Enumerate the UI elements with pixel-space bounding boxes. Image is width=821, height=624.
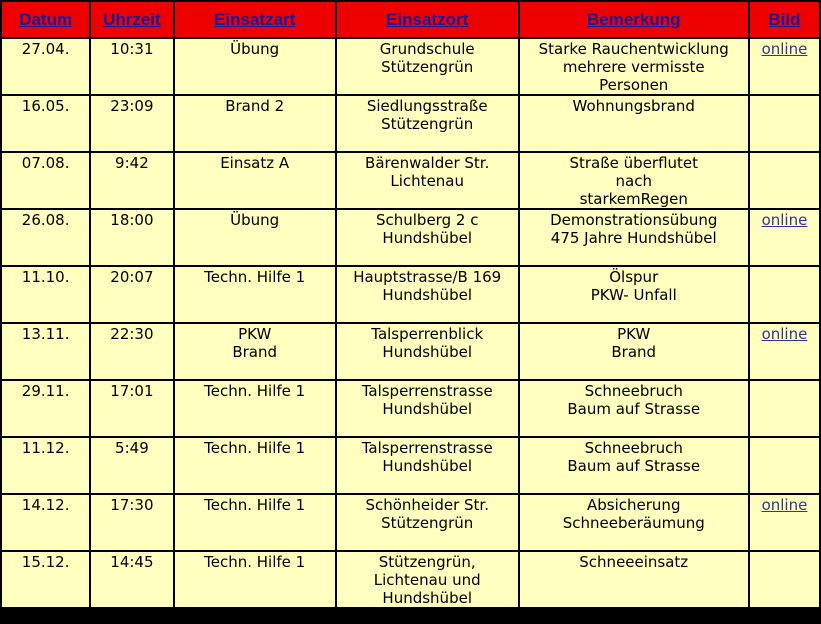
cell-datum: 13.11. [2, 324, 89, 379]
cell-datum: 26.08. [2, 210, 89, 265]
header-einsatzart [175, 2, 335, 37]
cell-datum: 11.12. [2, 438, 89, 493]
sort-datum-link[interactable]: Datum [19, 9, 73, 29]
cell-datum: 14.12. [2, 495, 89, 550]
cell-datum: 27.04. [2, 39, 89, 94]
cell-bild [750, 552, 819, 607]
table-row [2, 153, 819, 208]
cell-bild [750, 381, 819, 436]
cell-einsatzort: Siedlungsstraße Stützengrün [337, 96, 518, 151]
table-row [2, 381, 819, 436]
cell-einsatzart: PKW Brand [175, 324, 335, 379]
sort-bild-link[interactable]: Bild [768, 9, 801, 29]
cell-einsatzart: Techn. Hilfe 1 [175, 438, 335, 493]
sort-bemerkung-link[interactable]: Bemerkung [586, 9, 681, 29]
cell-uhrzeit: 5:49 [91, 438, 172, 493]
sort-einsatzart-link[interactable]: Einsatzart [214, 9, 296, 29]
cell-uhrzeit: 22:30 [91, 324, 172, 379]
cell-datum: 07.08. [2, 153, 89, 208]
table-row [2, 96, 819, 151]
cell-einsatzart: Übung [175, 39, 335, 94]
cell-einsatzort: Bärenwalder Str. Lichtenau [337, 153, 518, 208]
cell-bemerkung: Wohnungsbrand [520, 96, 748, 151]
cell-uhrzeit: 20:07 [91, 267, 172, 322]
cell-einsatzart: Techn. Hilfe 1 [175, 381, 335, 436]
cell-einsatzort: Grundschule Stützengrün [337, 39, 518, 94]
cell-einsatzort: Schulberg 2 c Hundshübel [337, 210, 518, 265]
cell-einsatzort: Talsperrenblick Hundshübel [337, 324, 518, 379]
table-row [2, 39, 819, 94]
cell-bild [750, 267, 819, 322]
cell-uhrzeit: 18:00 [91, 210, 172, 265]
header-bild [750, 2, 819, 37]
cell-bild [750, 438, 819, 493]
cell-bild [750, 96, 819, 151]
cell-bild [750, 39, 819, 94]
sort-einsatzort-link[interactable]: Einsatzort [386, 9, 469, 29]
cell-bemerkung: Schneeeinsatz [520, 552, 748, 607]
cell-uhrzeit: 9:42 [91, 153, 172, 208]
cell-datum: 11.10. [2, 267, 89, 322]
photo-online-link[interactable]: online [761, 496, 808, 514]
cell-bild [750, 153, 819, 208]
cell-einsatzort: Schönheider Str. Stützengrün [337, 495, 518, 550]
cell-einsatzort: Stützengrün, Lichtenau und Hundshübel [337, 552, 518, 607]
cell-bemerkung: Absicherung Schneeberäumung [520, 495, 748, 550]
cell-bild [750, 495, 819, 550]
cell-einsatzort: Hauptstrasse/B 169 Hundshübel [337, 267, 518, 322]
cell-einsatzart: Techn. Hilfe 1 [175, 495, 335, 550]
cell-bemerkung: PKW Brand [520, 324, 748, 379]
cell-bild [750, 324, 819, 379]
header-row [2, 2, 819, 37]
header-uhrzeit [91, 2, 172, 37]
cell-einsatzart: Brand 2 [175, 96, 335, 151]
cell-datum: 16.05. [2, 96, 89, 151]
header-einsatzort [337, 2, 518, 37]
cell-einsatzort: Talsperrenstrasse Hundshübel [337, 438, 518, 493]
table-row [2, 210, 819, 265]
cell-bemerkung: Ölspur PKW- Unfall [520, 267, 748, 322]
cell-uhrzeit: 14:45 [91, 552, 172, 607]
cell-einsatzart: Übung [175, 210, 335, 265]
cell-bemerkung: Schneebruch Baum auf Strasse [520, 438, 748, 493]
cell-uhrzeit: 23:09 [91, 96, 172, 151]
table-row [2, 495, 819, 550]
cell-uhrzeit: 17:01 [91, 381, 172, 436]
sort-uhrzeit-link[interactable]: Uhrzeit [103, 9, 161, 29]
photo-online-link[interactable]: online [761, 211, 808, 229]
cell-bild [750, 210, 819, 265]
cell-uhrzeit: 17:30 [91, 495, 172, 550]
header-bemerkung [520, 2, 748, 37]
photo-online-link[interactable]: online [761, 40, 808, 58]
table-row [2, 267, 819, 322]
cell-bemerkung: Demonstrationsübung 475 Jahre Hundshübel [520, 210, 748, 265]
cell-bemerkung: Starke Rauchentwicklung mehrere vermisste Personen [520, 39, 748, 94]
table-row [2, 438, 819, 493]
cell-einsatzort: Talsperrenstrasse Hundshübel [337, 381, 518, 436]
cell-einsatzart: Techn. Hilfe 1 [175, 267, 335, 322]
cell-datum: 29.11. [2, 381, 89, 436]
cell-uhrzeit: 10:31 [91, 39, 172, 94]
cell-bemerkung: Schneebruch Baum auf Strasse [520, 381, 748, 436]
cell-einsatzart: Einsatz A [175, 153, 335, 208]
cell-datum: 15.12. [2, 552, 89, 607]
table-row [2, 552, 819, 607]
table-row [2, 324, 819, 379]
header-datum [2, 2, 89, 37]
cell-einsatzart: Techn. Hilfe 1 [175, 552, 335, 607]
cell-bemerkung: Straße überflutet nach starkemRegen [520, 153, 748, 208]
photo-online-link[interactable]: online [761, 325, 808, 343]
